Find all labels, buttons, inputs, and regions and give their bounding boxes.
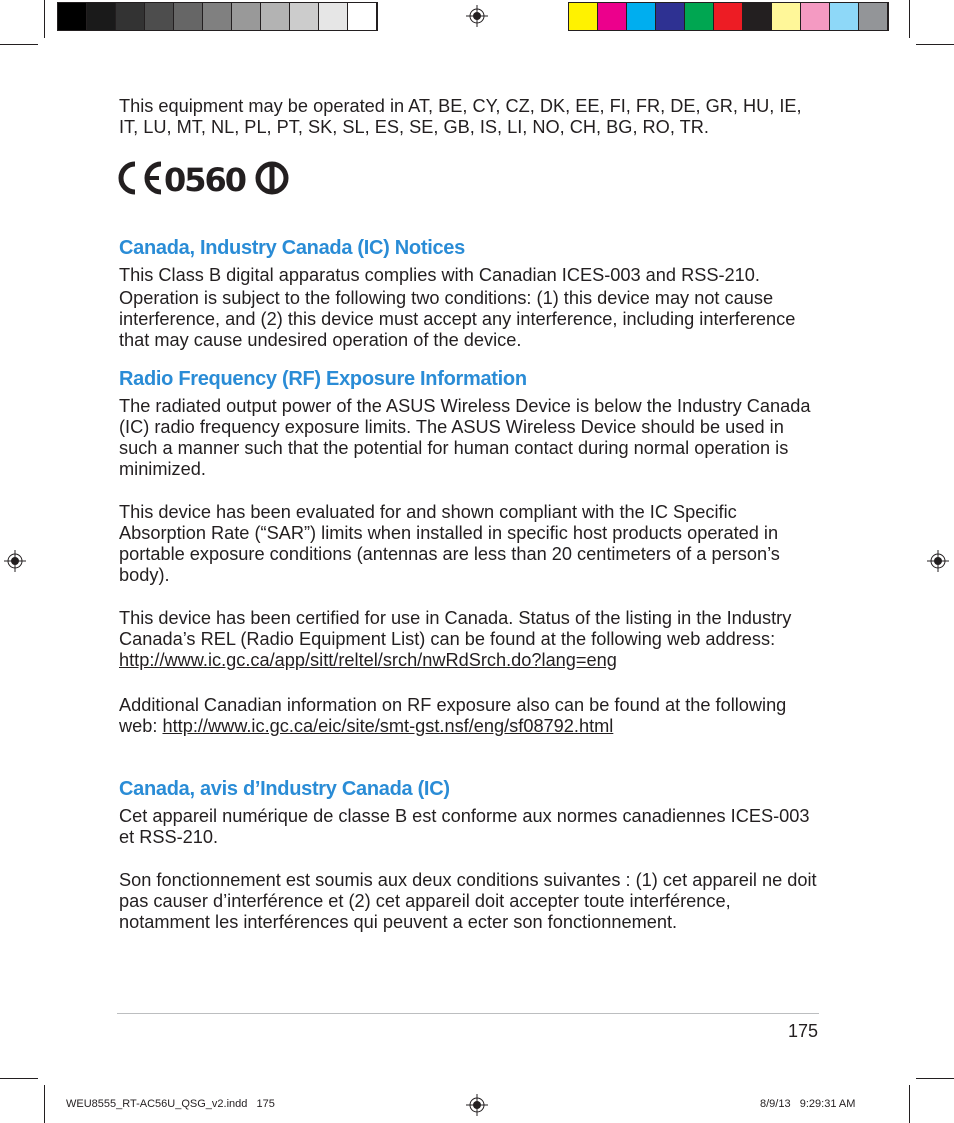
color-swatch xyxy=(569,3,598,30)
registration-mark-icon xyxy=(466,5,488,27)
gray-swatch xyxy=(290,3,319,30)
crop-mark xyxy=(0,44,38,45)
page-content xyxy=(119,96,824,933)
gray-swatch xyxy=(348,3,377,30)
rf-exposure-paragraph xyxy=(119,608,824,671)
certification-text: This device has been certified for use in Canada. Status of the listing in the Industry Canada’s REL (Radio Equipment List) can be found at the following web address: xyxy=(119,608,792,649)
ic-notices-heading: Canada, Industry Canada (IC) Notices xyxy=(119,237,465,259)
color-swatch xyxy=(714,3,743,30)
rf-exposure-paragraph: This device has been evaluated for and shown compliant with the IC Specific Absorption Rate (“SAR”) limits when installed in specific host products operated in portable exposure conditions (antennas are less than 20 centimeters of a person’s body). xyxy=(119,502,780,585)
crop-mark xyxy=(909,0,910,38)
slug-file-info: WEU8555_RT-AC56U_QSG_v2.indd 175 xyxy=(66,1098,275,1110)
footer-divider xyxy=(117,1013,819,1014)
gray-swatch xyxy=(116,3,145,30)
gray-swatch xyxy=(203,3,232,30)
registration-mark-icon xyxy=(4,550,26,572)
color-swatch xyxy=(801,3,830,30)
slug-date: 8/9/13 9:29:31 AM xyxy=(760,1098,856,1110)
ic-notices-paragraph: Operation is subject to the following two conditions: (1) this device may not cause interference, and (2) this device must accept any interference, including interference that may cause undesired operation of the device. xyxy=(119,288,796,350)
gray-swatch xyxy=(145,3,174,30)
grayscale-color-bar xyxy=(57,2,378,31)
gray-swatch xyxy=(87,3,116,30)
color-swatch xyxy=(859,3,888,30)
ce-mark-logo xyxy=(117,160,289,196)
registration-mark-icon xyxy=(927,550,949,572)
ic-avis-paragraph: Son fonctionnement est soumis aux deux conditions suivantes : (1) cet appareil ne doit pas causer d’interférence et (2) cet appareil doit accepter toute interférence, notamment les interférences qui peuvent a ecter son fonctionnement. xyxy=(119,870,817,932)
additional-info-text: Additional Canadian information on RF exposure also can be found at the following web: xyxy=(119,695,787,736)
rf-exposure-paragraph xyxy=(119,695,824,737)
color-swatch xyxy=(685,3,714,30)
crop-mark xyxy=(44,1085,45,1123)
color-swatch xyxy=(830,3,859,30)
svg-text:0560: 0560 xyxy=(164,161,246,196)
crop-mark xyxy=(44,0,45,38)
ic-avis-heading: Canada, avis d’Industry Canada (IC) xyxy=(119,778,450,800)
countries-paragraph: This equipment may be operated in AT, BE, CY, CZ, DK, EE, FI, FR, DE, GR, HU, IE, IT, LU, MT, NL, PL, PT, SK, SL, ES, SE, GB, IS, LI, NO, CH, BG, RO, TR. xyxy=(119,96,802,137)
page-number: 175 xyxy=(787,1021,818,1041)
crop-mark xyxy=(0,1078,38,1079)
crop-mark xyxy=(916,44,954,45)
color-swatch xyxy=(627,3,656,30)
color-swatch xyxy=(656,3,685,30)
ic-notices-paragraph: This Class B digital apparatus complies with Canadian ICES-003 and RSS-210. xyxy=(119,265,760,285)
crop-mark xyxy=(909,1085,910,1123)
gray-swatch xyxy=(58,3,87,30)
gray-swatch xyxy=(232,3,261,30)
crop-mark xyxy=(916,1078,954,1079)
process-color-bar xyxy=(568,2,889,31)
gray-swatch xyxy=(319,3,348,30)
color-swatch xyxy=(743,3,772,30)
color-swatch xyxy=(598,3,627,30)
rf-exposure-paragraph: The radiated output power of the ASUS Wireless Device is below the Industry Canada (IC) radio frequency exposure limits. The ASUS Wireless Device should be used in such a manner such that the potential for human contact during normal operation is minimized. xyxy=(119,396,811,479)
color-swatch xyxy=(772,3,801,30)
gray-swatch xyxy=(174,3,203,30)
ic-avis-paragraph: Cet appareil numérique de classe B est conforme aux normes canadiennes ICES-003 et RSS-210. xyxy=(119,806,810,847)
rel-list-link[interactable]: http://www.ic.gc.ca/app/sitt/reltel/srch/nwRdSrch.do?lang=eng xyxy=(119,650,617,670)
rf-exposure-link[interactable]: http://www.ic.gc.ca/eic/site/smt-gst.nsf/eng/sf08792.html xyxy=(162,716,614,736)
rf-exposure-heading: Radio Frequency (RF) Exposure Information xyxy=(119,368,527,390)
registration-mark-icon xyxy=(466,1094,488,1116)
gray-swatch xyxy=(261,3,290,30)
